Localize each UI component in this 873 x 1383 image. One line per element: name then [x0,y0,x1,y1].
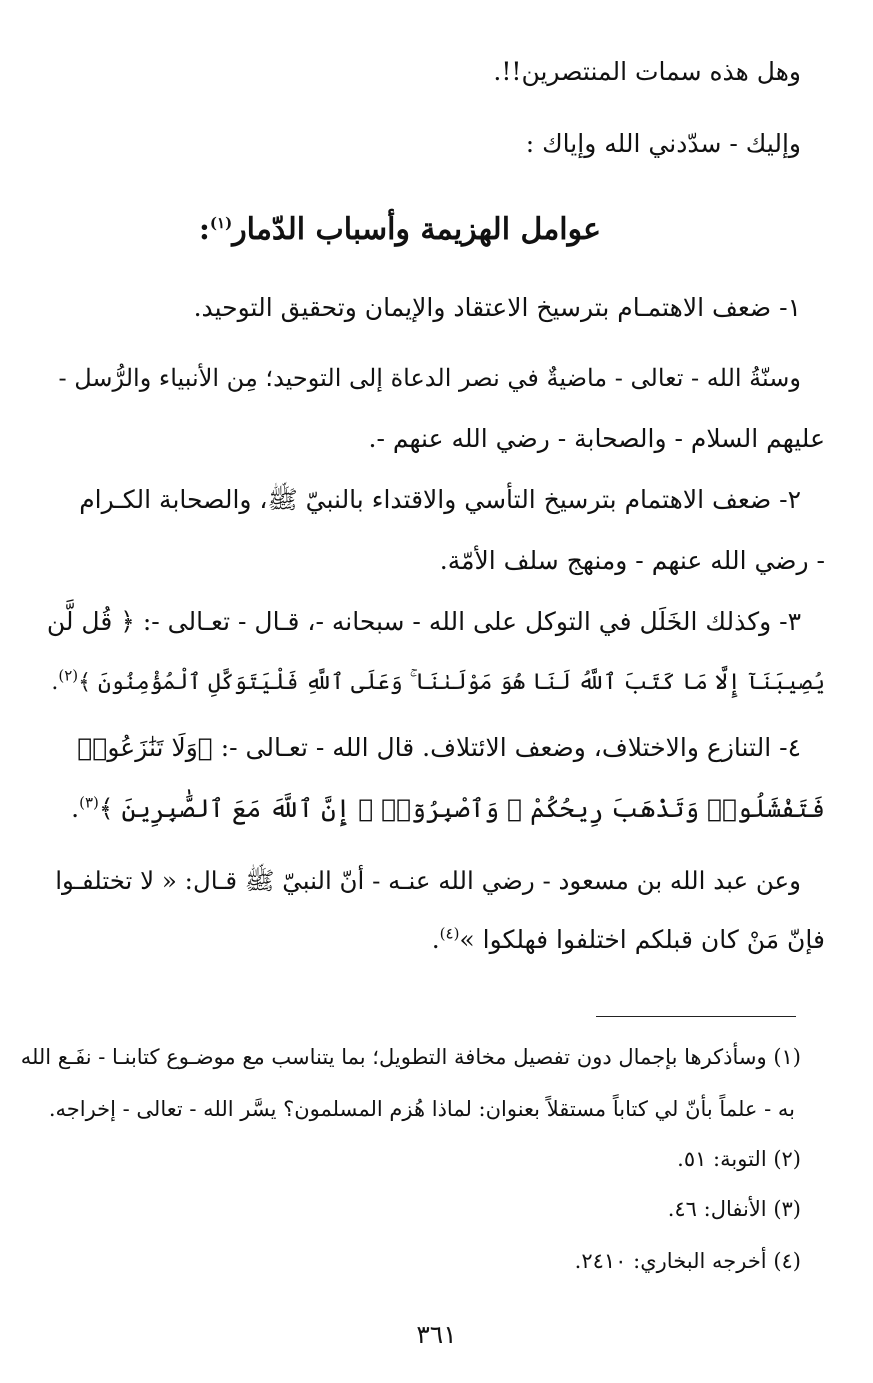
page-number: ٣٦١ [416,1320,457,1349]
footnote-1-line-1: (١) وسأذكرها بإجمال دون تفصيل مخافة التطويل؛ بما يتناسب مع موضـوع كتابنـا - نفَـع الله [20,1045,801,1069]
item-1-line-1: ١- ضعف الاهتمـام بترسيخ الاعتقاد والإيمان وتحقيق التوحيد. [193,293,801,322]
item-4-end: . [51,670,59,695]
hadith-end: . [431,925,440,954]
footnote-mark-2: (٢) [58,666,79,685]
hadith-text: فإنّ مَنْ كان قبلكم اختلفوا فهلكوا » [459,925,825,954]
item-4-line-2 [47,665,825,701]
hadith-line-1: وعن عبد الله بن مسعود - رضي الله عنـه - أنّ النبيّ ﷺ قـال: « لا تختلفـوا [55,866,801,895]
section-heading [199,208,601,252]
item-4-line-1: ٣- وكذلك الخَلَل في التوكل على الله - سبحانه -، قـال - تعـالى -: ﴿ قُل لَّن [46,607,801,636]
item-2-line-2: عليهم السلام - والصحابة - رضي الله عنهم -. [368,424,825,453]
item-5-end: . [71,794,80,823]
footnote-3: (٣) الأنفال: ٤٦. [667,1197,801,1221]
footnote-4: (٤) أخرجه البخاري: ٢٤١٠. [574,1249,801,1273]
footnote-1-line-2: به - علماً بأنّ لي كتاباً مستقلاً بعنوان: لماذا هُزم المسلمون؟ يسَّر الله - تعالى - إخراجه. [48,1097,795,1121]
footnote-mark-3: (٣) [79,793,99,812]
intro-line-1: وهل هذه سمات المنتصرين!!. [493,57,801,86]
section-heading-text: عوامل الهزيمة وأسباب الدّمار [232,212,601,247]
item-5-line-2 [47,791,825,827]
footnote-mark-4: (٤) [439,924,460,943]
item-3-line-1: ٢- ضعف الاهتمام بترسيخ التأسي والاقتداء بالنبيّ ﷺ، والصحابة الكـرام [79,485,801,514]
item-2-line-1: وسنّةُ الله - تعالى - ماضيةٌ في نصر الدعاة إلى التوحيد؛ مِن الأنبياء والرُّسل - [58,364,801,392]
quran-verse-text: فَتَفْشَلُوا۟ وَتَذْهَبَ رِيحُكُمْ ۖ وَٱصْبِرُوٓا۟ ۚ إِنَّ ٱللَّهَ مَعَ ٱلصَّٰبِرِينَ ﴾ [98,794,825,823]
footnote-separator [596,1016,796,1017]
intro-line-2: وإليك - سدّدني الله وإياك : [525,129,801,158]
item-3-line-2: - رضي الله عنهم - ومنهج سلف الأمّة. [439,546,825,575]
hadith-line-2 [47,922,825,958]
quran-verse-text: يُصِيبَنَآ إِلَّا مَا كَتَبَ ٱللَّهُ لَنَا هُوَ مَوْلَىٰنَا ۚ وَعَلَى ٱللَّهِ فَلْيَتَوَكَّلِ ٱلْمُؤْمِنُونَ ﴾ [78,670,825,695]
item-5-line-1: ٤- التنازع والاختلاف، وضعف الائتلاف. قال الله - تعـالى -: ﴿وَلَا تَنَٰزَعُوا۟ [77,733,801,762]
footnote-mark-1: (١) [209,214,233,232]
section-heading-colon: : [198,212,210,247]
footnote-2: (٢) التوبة: ٥١. [677,1147,801,1171]
